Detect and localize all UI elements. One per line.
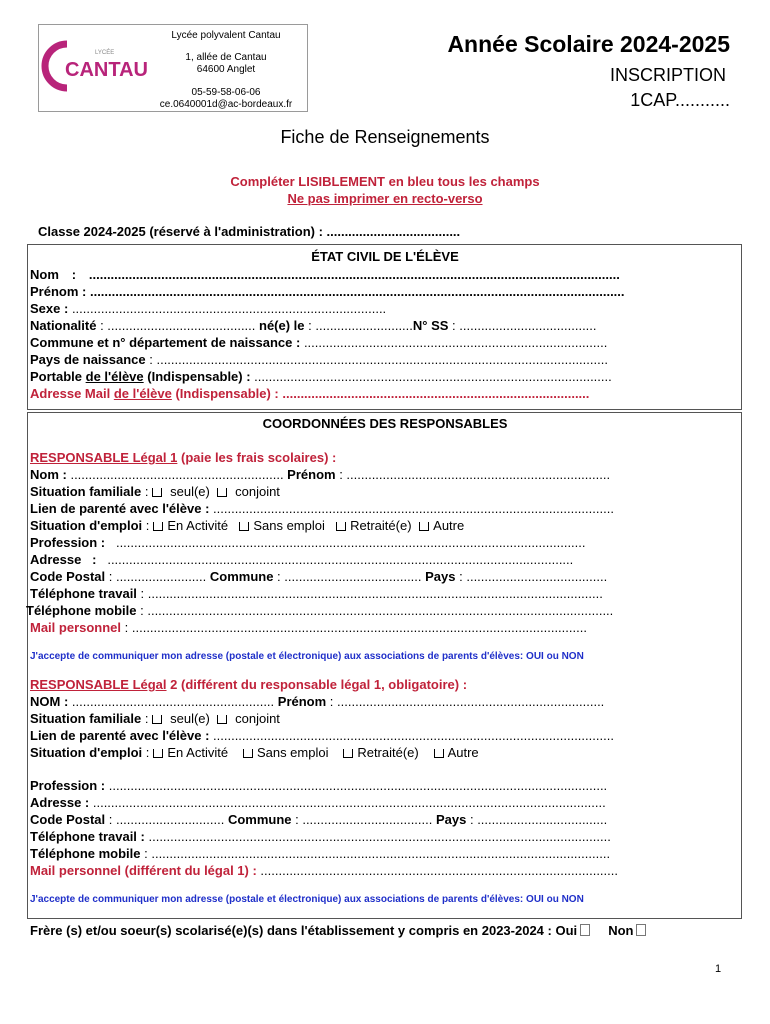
resp2-situation-label: Situation familiale <box>30 711 142 726</box>
resp2-tel-travail-field[interactable]: Téléphone travail : ................................................................................................................................ <box>30 829 611 844</box>
eleve-commune-label: Commune et n° département de naissance : <box>30 335 301 350</box>
resp2-retraite-checkbox[interactable] <box>343 749 353 758</box>
resp2-sans-emploi-label: Sans emploi <box>256 745 329 760</box>
resp2-commune-label: Commune <box>227 812 292 827</box>
school-name: Lycée polyvalent Cantau <box>171 30 281 41</box>
eleve-nationalite-row[interactable]: Nationalité : ......................................... né(e) le : ...........................N° SS : ...................................... <box>30 318 597 333</box>
eleve-pays-field[interactable]: Pays de naissance : ............................................................................................................................. <box>30 352 608 367</box>
resp2-retraite-label: Retraité(e) <box>357 745 419 760</box>
school-address-1: 1, allée de Cantau <box>185 52 267 63</box>
resp1-adresse-field[interactable]: Adresse : ................................................................................................................................. <box>30 552 574 567</box>
resp2-title-underlined: RESPONSABLE Légal <box>30 677 167 692</box>
resp1-adresse-label: Adresse <box>30 552 82 567</box>
resp1-activite-label: En Activité <box>167 518 229 533</box>
resp2-prenom-label: Prénom <box>277 694 327 709</box>
eleve-nom-field[interactable]: Nom : ................................................................................................................................................... <box>30 267 620 282</box>
fratrie-row <box>30 922 646 939</box>
resp2-adresse-field[interactable]: Adresse : .............................................................................................................................................. <box>30 795 606 810</box>
fratrie-oui-checkbox[interactable] <box>580 924 590 936</box>
resp2-nom-row[interactable]: NOM : ........................................................ Prénom : .......................................................................... <box>30 694 605 709</box>
eleve-prenom-label: Prénom : <box>30 284 87 299</box>
eleve-mail-label: Adresse Mail <box>30 386 114 401</box>
resp2-conjoint-checkbox[interactable] <box>217 715 227 724</box>
resp1-sans-emploi-label: Sans emploi <box>253 518 325 533</box>
instruction-line-2: Ne pas imprimer en recto-verso <box>287 191 483 206</box>
resp2-pays-label: Pays <box>435 812 467 827</box>
eleve-sexe-label: Sexe : <box>30 301 69 316</box>
resp2-activite-label: En Activité <box>167 745 229 760</box>
eleve-pays-label: Pays de naissance <box>30 352 146 367</box>
eleve-commune-field[interactable]: Commune et n° département de naissance : .................................................................................... <box>30 335 608 350</box>
resp2-adresse-label: Adresse : <box>30 795 90 810</box>
resp1-situation-row: Situation familiale : seul(e) conjoint <box>30 484 280 499</box>
resp1-nom-label: Nom : <box>30 467 67 482</box>
resp1-sans-emploi-checkbox[interactable] <box>239 522 249 531</box>
inscription-label: INSCRIPTION <box>609 65 726 85</box>
resp2-tel-travail-label: Téléphone travail : <box>30 829 145 844</box>
eleve-portable-label: Portable <box>30 369 86 384</box>
resp1-mail-field[interactable]: Mail personnel : .............................................................................................................................. <box>30 620 587 635</box>
resp2-profession-label: Profession : <box>30 778 106 793</box>
resp1-title-underlined: RESPONSABLE Légal 1 <box>30 450 178 465</box>
resp1-emploi-label: Situation d'emploi <box>30 518 143 533</box>
eleve-mail-label-underlined: de l'élève <box>113 386 172 401</box>
resp1-profession-field[interactable]: Profession : .................................................................................................................................. <box>30 535 586 550</box>
eleve-prenom-field[interactable]: Prénom : .................................................................................................................................................... <box>30 284 625 299</box>
eleve-portable-label-underlined: de l'élève <box>85 369 144 384</box>
resp1-cp-label: Code Postal <box>30 569 106 584</box>
resp1-mail-label: Mail personnel <box>30 620 122 635</box>
school-email: ce.0640001d@ac-bordeaux.fr <box>159 99 293 110</box>
resp1-conjoint-checkbox[interactable] <box>217 488 227 497</box>
eleve-sexe-field[interactable]: Sexe : ....................................................................................... <box>30 301 387 316</box>
resp2-mail-label: Mail personnel (différent du légal 1) : <box>30 863 257 878</box>
resp2-accept-text: J'accepte de communiquer mon adresse (postale et électronique) aux associations de parents d'élèves: OUI ou NON <box>30 894 584 905</box>
logo-text: CANTAU <box>65 59 148 81</box>
cap-label: 1CAP........... <box>630 90 730 110</box>
etat-civil-title: ÉTAT CIVIL DE L'ÉLÈVE <box>311 249 459 264</box>
eleve-nee-le-label: né(e) le <box>259 318 305 333</box>
school-year-title: Année Scolaire 2024-2025 <box>447 31 730 57</box>
resp2-emploi-row: Situation d'emploi : En Activité Sans emploi Retraité(e) Autre <box>30 745 479 760</box>
page-number: 1 <box>715 963 722 975</box>
resp1-tel-travail-label: Téléphone travail <box>30 586 137 601</box>
resp1-accept-text: J'accepte de communiquer mon adresse (postale et électronique) aux associations de parents d'élèves: OUI ou NON <box>30 651 584 662</box>
resp1-lien-field[interactable]: Lien de parenté avec l'élève : ............................................................................................................... <box>30 501 614 516</box>
eleve-mail-label-end: (Indispensable) : <box>171 386 279 401</box>
resp1-conjoint-label: conjoint <box>235 484 280 499</box>
eleve-mail-field[interactable]: Adresse Mail de l'élève (Indispensable) : ..................................................................................... <box>30 386 590 401</box>
resp1-lien-label: Lien de parenté avec l'élève : <box>30 501 210 516</box>
classe-field[interactable]: Classe 2024-2025 (réservé à l'administration) : ..................................... <box>38 224 461 239</box>
resp2-tel-mobile-label: Téléphone mobile <box>30 846 141 861</box>
resp1-nom-row[interactable]: Nom : ........................................................... Prénom : ......................................................................... <box>30 467 611 482</box>
resp1-pays-label: Pays <box>425 569 456 584</box>
resp1-emploi-row: Situation d'emploi : En Activité Sans emploi Retraité(e) Autre <box>30 518 465 533</box>
school-address-2: 64600 Anglet <box>196 64 256 75</box>
resp2-seul-label: seul(e) <box>170 711 210 726</box>
eleve-portable-field[interactable]: Portable de l'élève (Indispensable) : ................................................................................................... <box>30 369 612 384</box>
resp2-profession-field[interactable]: Profession : .......................................................................................................................................... <box>30 778 608 793</box>
school-phone: 05-59-58-06-06 <box>191 87 261 98</box>
resp1-cp-row[interactable]: Code Postal : ......................... Commune : ...................................... Pays : ....................................... <box>30 569 608 584</box>
resp1-retraite-label: Retraité(e) <box>350 518 412 533</box>
instruction-line-1: Compléter LISIBLEMENT en bleu tous les champs <box>230 174 540 189</box>
resp2-activite-checkbox[interactable] <box>153 749 163 758</box>
resp2-title-end: 2 (différent du responsable légal 1, obligatoire) : <box>166 677 468 692</box>
resp1-commune-label: Commune <box>209 569 274 584</box>
eleve-nom-label: Nom <box>30 267 59 282</box>
resp1-retraite-checkbox[interactable] <box>336 522 346 531</box>
resp2-nom-label: NOM : <box>30 694 69 709</box>
resp1-profession-label: Profession : <box>30 535 106 550</box>
resp1-seul-label: seul(e) <box>170 484 210 499</box>
resp1-autre-checkbox[interactable] <box>419 522 429 531</box>
fratrie-non-checkbox[interactable] <box>636 924 646 936</box>
eleve-nationalite-label: Nationalité <box>30 318 97 333</box>
school-logo <box>45 40 148 92</box>
page-title: Fiche de Renseignements <box>280 127 490 147</box>
resp2-title <box>30 676 467 693</box>
resp2-sans-emploi-checkbox[interactable] <box>243 749 253 758</box>
resp2-lien-label: Lien de parenté avec l'élève : <box>30 728 210 743</box>
resp1-seul-checkbox[interactable] <box>152 488 162 497</box>
eleve-portable-label-end: (Indispensable) : <box>143 369 251 384</box>
resp2-situation-row: Situation familiale : seul(e) conjoint <box>30 711 280 726</box>
resp2-cp-row[interactable]: Code Postal : .............................. Commune : .................................... Pays : .................................... <box>30 812 608 827</box>
resp1-title-end: (paie les frais scolaires) : <box>177 450 337 465</box>
resp2-mail-field[interactable]: Mail personnel (différent du légal 1) : ................................................................................................... <box>30 863 618 878</box>
resp2-autre-checkbox[interactable] <box>434 749 444 758</box>
resp1-tel-mobile-label: Téléphone mobile <box>26 603 137 618</box>
fratrie-question: Frère (s) et/ou soeur(s) scolarisé(e)(s) dans l'établissement y compris en 2023-2024 : Oui <box>30 923 578 938</box>
resp1-prenom-label: Prénom <box>287 467 336 482</box>
fratrie-non-label: Non <box>608 923 634 938</box>
logo-small-text: LYCÉE <box>95 50 115 56</box>
resp2-autre-label: Autre <box>447 745 479 760</box>
resp1-situation-label: Situation familiale <box>30 484 142 499</box>
coordonnees-title: COORDONNÉES DES RESPONSABLES <box>262 416 508 431</box>
resp1-tel-travail-field[interactable]: Téléphone travail : .............................................................................................................................. <box>30 586 603 601</box>
eleve-nss-label: N° SS <box>412 318 449 333</box>
resp1-tel-mobile-field[interactable]: Téléphone mobile : ................................................................................................................................. <box>26 603 614 618</box>
resp2-tel-mobile-field[interactable]: Téléphone mobile : ............................................................................................................................... <box>30 846 611 861</box>
resp2-cp-label: Code Postal <box>30 812 106 827</box>
resp2-lien-field[interactable]: Lien de parenté avec l'élève : ............................................................................................................... <box>30 728 614 743</box>
resp2-emploi-label: Situation d'emploi <box>30 745 143 760</box>
resp1-title <box>30 449 336 466</box>
resp1-activite-checkbox[interactable] <box>153 522 163 531</box>
resp2-conjoint-label: conjoint <box>235 711 280 726</box>
resp1-autre-label: Autre <box>433 518 465 533</box>
resp2-seul-checkbox[interactable] <box>152 715 162 724</box>
